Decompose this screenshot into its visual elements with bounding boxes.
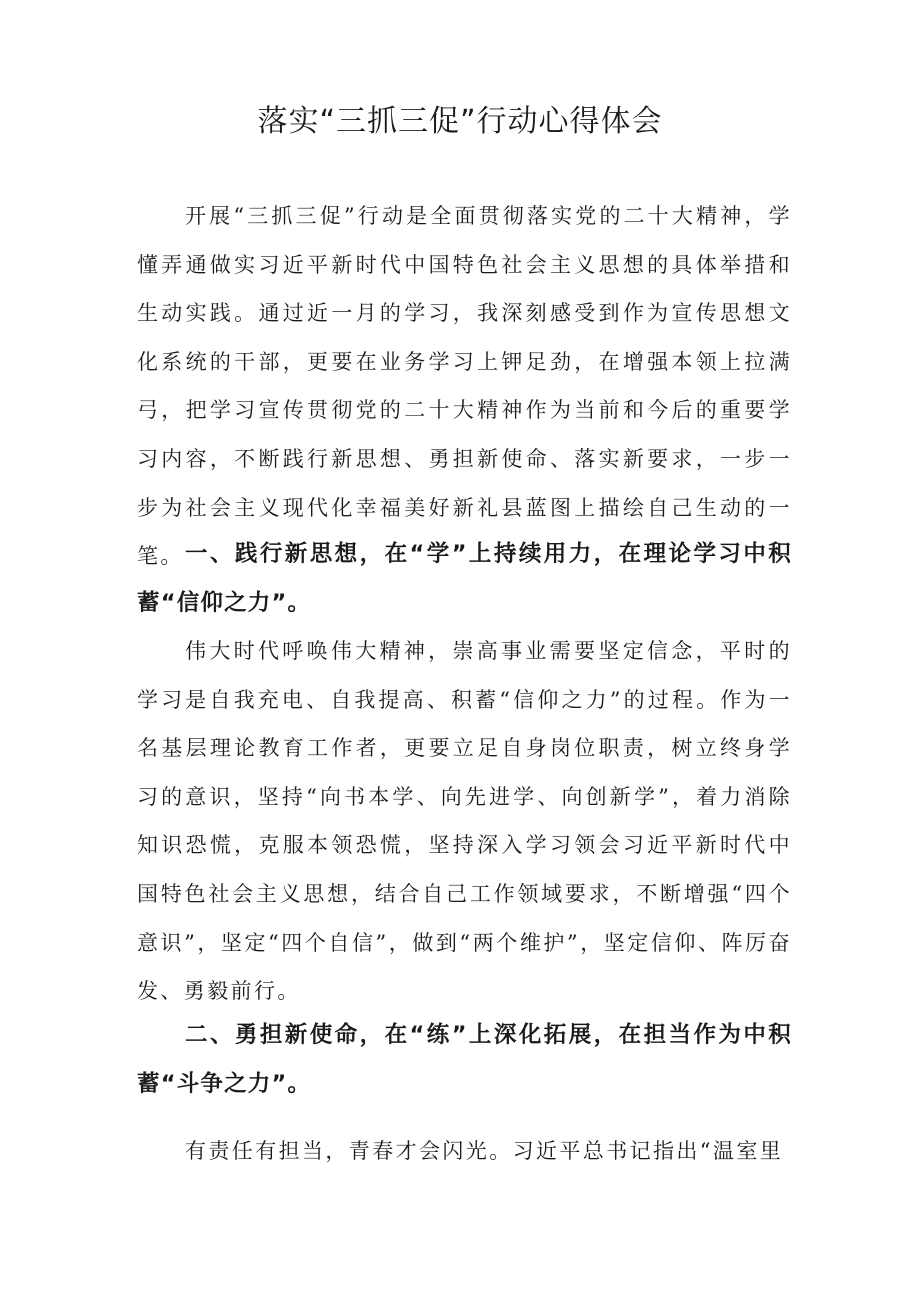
section-heading-1: 一、践行新思想，在“学”上持续用力，在理论学习中积蓄“信仰之力”。 <box>137 541 792 616</box>
section-paragraph-2: 有责任有担当，青春才会闪光。习近平总书记指出“温室里 <box>185 1139 784 1163</box>
intro-paragraph: 开展“三抓三促”行动是全面贯彻落实党的二十大精神，学懂弄通做实习近平新时代中国特色社会主义思想的具体举措和生动实践。通过近一月的学习，我深刻感受到作为宣传思想文化系统的干部，更要在业务学习上钾足劲，在增强本领上拉满弓，把学习宣传贯彻党的二十大精神作为当前和今后的重要学习内容，不断践行新思想、勇担新使命、落实新要求，一步一步为社会主义现代化幸福美好新礼县蓝图上描绘自己生动的一笔。 <box>137 204 792 569</box>
section-heading-2: 二、勇担新使命，在“练”上深化拓展，在担当作为中积蓄“斗争之力”。 <box>137 1022 792 1097</box>
section-paragraph-1: 伟大时代呼唤伟大精神，崇高事业需要坚定信念，平时的学习是自我充电、自我提高、积蓄“信仰之力”的过程。作为一名基层理论教育工作者，更要立足自身岗位职责，树立终身学习的意识，坚持“向书本学、向先进学、向创新学”，着力消除知识恐慌，克服本领恐慌，坚持深入学习领会习近平新时代中国特色社会主义思想，结合自己工作领域要求，不断增强“四个意识”，坚定“四个自信”，做到“两个维护”，坚定信仰、阵厉奋发、勇毅前行。 <box>137 639 792 1004</box>
document-title: 落实“三抓三促”行动心得体会 <box>257 104 663 139</box>
